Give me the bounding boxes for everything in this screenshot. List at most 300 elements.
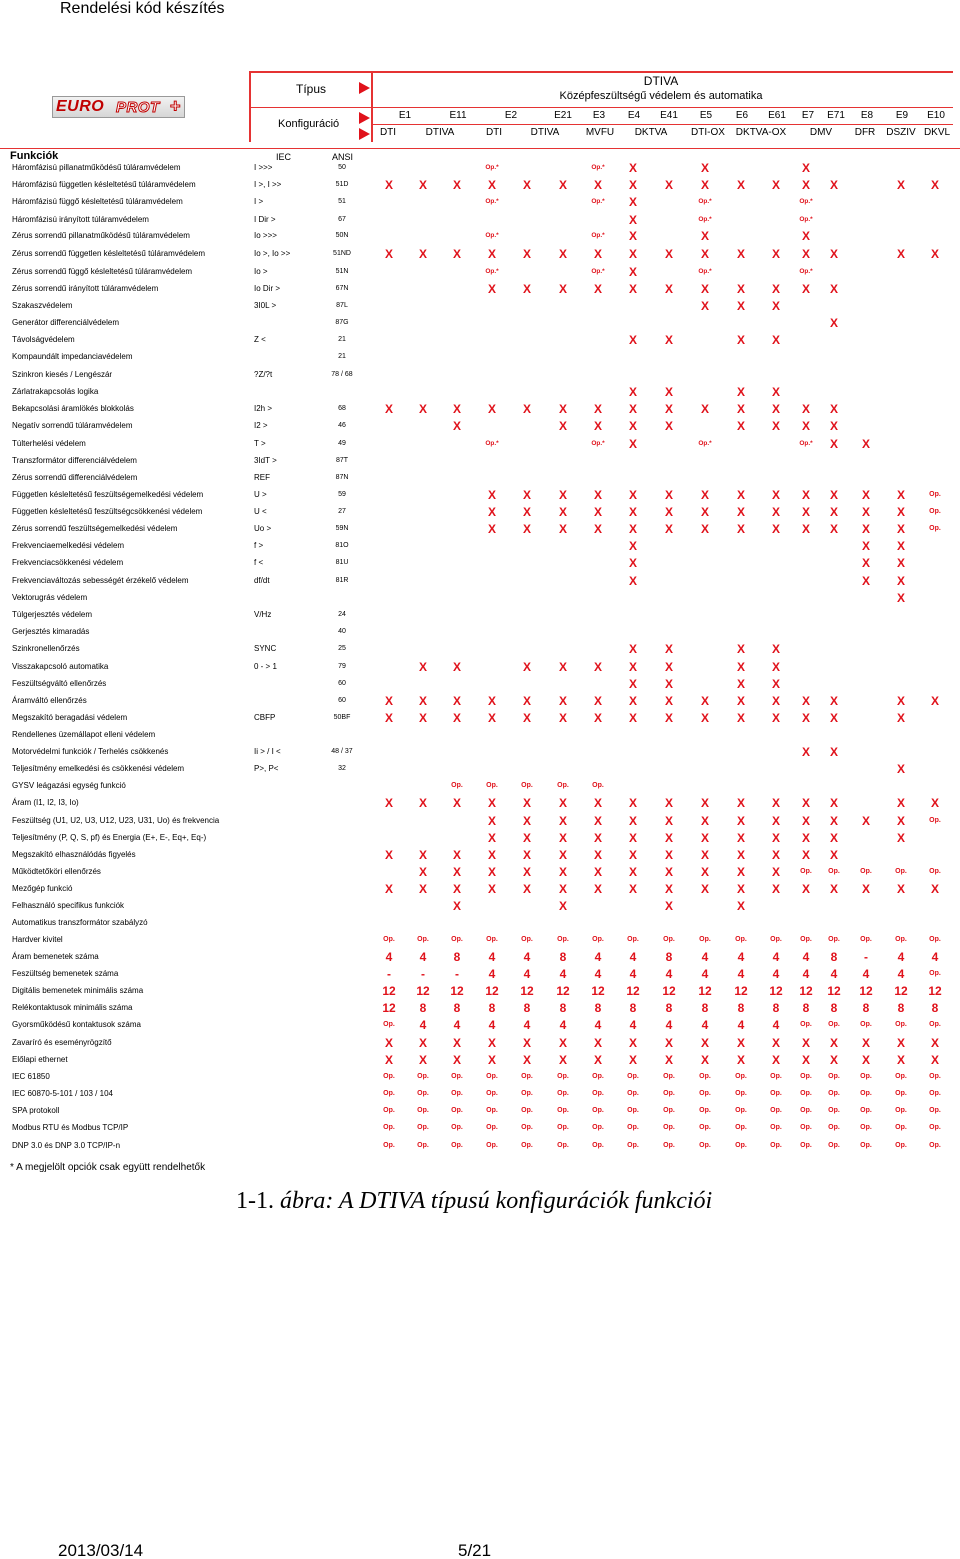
table-cell-value: X — [829, 505, 839, 519]
table-cell-value: X — [829, 882, 839, 896]
table-cell-value: X — [522, 796, 532, 810]
table-cell-value: 12 — [591, 984, 605, 998]
table-cell-value: X — [736, 1053, 746, 1067]
table-cell-value: Op.* — [591, 440, 605, 447]
ansi-code: 51D — [335, 181, 349, 188]
table-cell-value: X — [628, 419, 638, 433]
table-cell-value: Op. — [699, 1142, 711, 1149]
table-cell-value: 12 — [928, 984, 942, 998]
table-cell-value: X — [418, 882, 428, 896]
table-cell-value: X — [487, 505, 497, 519]
table-cell-value: X — [736, 677, 746, 691]
table-cell-value: X — [664, 831, 674, 845]
function-name: Feszültségváltó ellenőrzés — [12, 679, 107, 688]
table-cell-value: Op. — [486, 1124, 498, 1131]
table-cell-value: X — [418, 865, 428, 879]
function-name: Zérus sorrendű független késleltetésű túláramvédelem — [12, 249, 205, 258]
function-name: Zérus sorrendű függő késleltetésű túláramvédelem — [12, 267, 193, 276]
table-cell-value: 4 — [594, 967, 602, 981]
table-cell-value: X — [736, 522, 746, 536]
table-cell-value: X — [896, 1053, 906, 1067]
ansi-code: 59N — [335, 525, 349, 532]
table-cell-value: Op. — [627, 936, 639, 943]
table-cell-value: Op. — [895, 1124, 907, 1131]
table-cell-value: X — [628, 831, 638, 845]
table-cell-value: X — [829, 711, 839, 725]
ansi-code: 87T — [335, 457, 349, 464]
table-cell-value: Op. — [800, 1090, 812, 1097]
table-cell-value: X — [829, 522, 839, 536]
table-cell-value: X — [896, 694, 906, 708]
table-cell-value: 4 — [897, 950, 905, 964]
table-cell-value: 12 — [520, 984, 534, 998]
table-cell-value: X — [628, 796, 638, 810]
function-name: Digitális bemenetek minimális száma — [12, 986, 144, 995]
table-cell-value: Op. — [557, 936, 569, 943]
table-cell-value: X — [801, 178, 811, 192]
table-cell-value: 4 — [523, 967, 531, 981]
iec-code: I >>> — [254, 163, 273, 172]
table-cell-value: X — [664, 694, 674, 708]
table-cell-value: Op. — [663, 1090, 675, 1097]
table-cell-value: X — [522, 814, 532, 828]
table-cell-value: X — [700, 299, 710, 313]
table-cell-value: - — [455, 967, 459, 981]
triangle-marker-icon — [359, 82, 370, 94]
iec-code: f > — [254, 541, 264, 550]
table-cell-value: 8 — [453, 950, 461, 964]
table-cell-value: X — [736, 385, 746, 399]
ansi-code: 68 — [338, 405, 346, 412]
table-cell-value: X — [736, 402, 746, 416]
table-cell-value: 4 — [737, 967, 745, 981]
table-cell-value: Op. — [929, 970, 941, 977]
table-cell-value: Op. — [383, 1124, 395, 1131]
table-cell-value: X — [700, 814, 710, 828]
table-cell-value: X — [736, 694, 746, 708]
table-cell-value: Op. — [383, 1021, 395, 1028]
table-cell-value: Op. — [860, 936, 872, 943]
table-cell-value: X — [522, 247, 532, 261]
table-cell-value: Op. — [521, 936, 533, 943]
table-cell-value: X — [628, 161, 638, 175]
table-cell-value: 12 — [827, 984, 841, 998]
function-name: Feszültség (U1, U2, U3, U12, U23, U31, Uo) és frekvencia — [12, 816, 220, 825]
table-cell-value: X — [452, 882, 462, 896]
table-cell-value: 4 — [862, 967, 870, 981]
table-cell-value: X — [384, 1036, 394, 1050]
table-cell-value: Op. — [699, 1073, 711, 1080]
iec-code: f < — [254, 558, 264, 567]
variant-code: E21 — [554, 110, 572, 121]
table-cell-value: 12 — [894, 984, 908, 998]
ansi-code: 67N — [335, 285, 349, 292]
table-cell-value: Op. — [828, 1021, 840, 1028]
table-cell-value: X — [452, 848, 462, 862]
table-cell-value: X — [736, 882, 746, 896]
table-cell-value: X — [771, 660, 781, 674]
table-cell-value: X — [771, 282, 781, 296]
table-cell-value: X — [896, 831, 906, 845]
function-name: Bekapcsolási áramlökés blokkolás — [12, 404, 134, 413]
table-cell-value: X — [522, 848, 532, 862]
table-cell-value: 4 — [385, 950, 393, 964]
table-cell-value: Op.* — [799, 216, 813, 223]
variant-code: E11 — [449, 110, 467, 121]
table-cell-value: 4 — [629, 950, 637, 964]
table-cell-value: Op. — [929, 508, 941, 515]
table-cell-value: Op. — [521, 1124, 533, 1131]
table-cell-value: 8 — [419, 1001, 427, 1015]
table-cell-value: X — [522, 882, 532, 896]
table-cell-value: Op. — [770, 1090, 782, 1097]
function-name: Hardver kivitel — [12, 935, 63, 944]
table-cell-value: 8 — [523, 1001, 531, 1015]
table-cell-value: X — [418, 1053, 428, 1067]
table-cell-value: Op. — [770, 1124, 782, 1131]
table-cell-value: X — [487, 711, 497, 725]
table-cell-value: Op. — [800, 1021, 812, 1028]
ansi-code: 87G — [335, 319, 349, 326]
table-cell-value: X — [829, 1053, 839, 1067]
table-cell-value: X — [558, 882, 568, 896]
table-cell-value: Op.* — [698, 216, 712, 223]
table-cell-value: X — [664, 677, 674, 691]
table-cell-value: Op. — [770, 1142, 782, 1149]
table-cell-value: Op. — [929, 1124, 941, 1131]
table-cell-value: Op. — [735, 1124, 747, 1131]
table-cell-value: 4 — [523, 950, 531, 964]
table-cell-value: X — [700, 161, 710, 175]
table-cell-value: 4 — [772, 1018, 780, 1032]
table-cell-value: X — [664, 660, 674, 674]
table-cell-value: Op. — [770, 936, 782, 943]
table-cell-value: X — [736, 1036, 746, 1050]
table-cell-value: 8 — [830, 950, 838, 964]
table-cell-value: X — [487, 178, 497, 192]
table-cell-value: Op. — [417, 1073, 429, 1080]
table-cell-value: X — [700, 282, 710, 296]
table-cell-value: X — [930, 1036, 940, 1050]
table-cell-value: Op. — [383, 1142, 395, 1149]
header-tipus: Típus — [296, 82, 327, 96]
table-cell-value: X — [801, 419, 811, 433]
function-name: Zárlatrakapcsolás logika — [12, 387, 99, 396]
iec-code: ?Z/?t — [254, 370, 273, 379]
function-name: Áram bemenetek száma — [12, 952, 99, 961]
table-cell-value: 4 — [931, 950, 939, 964]
table-cell-value: X — [700, 522, 710, 536]
table-cell-value: Op. — [929, 817, 941, 824]
table-cell-value: X — [628, 814, 638, 828]
configuration-name: DKTVA-OX — [735, 127, 787, 138]
table-cell-value: X — [829, 419, 839, 433]
table-cell-value: Op. — [451, 782, 463, 789]
table-cell-value: Op. — [929, 1021, 941, 1028]
ansi-code: 51ND — [333, 250, 351, 257]
ansi-code: 59 — [338, 491, 346, 498]
table-cell-value: X — [558, 660, 568, 674]
table-cell-value: Op. — [929, 868, 941, 875]
table-cell-value: Op. — [486, 1142, 498, 1149]
ansi-code: 79 — [338, 663, 346, 670]
table-cell-value: Op.* — [799, 440, 813, 447]
table-cell-value: X — [664, 385, 674, 399]
table-cell-value: X — [801, 882, 811, 896]
table-cell-value: X — [664, 865, 674, 879]
table-cell-value: X — [771, 677, 781, 691]
table-cell-value: X — [801, 402, 811, 416]
function-name: Frekvenciaváltozás sebességét érzékelő védelem — [12, 576, 189, 585]
table-cell-value: X — [896, 556, 906, 570]
ansi-code: 87L — [336, 302, 348, 309]
table-cell-value: X — [664, 402, 674, 416]
table-cell-value: Op. — [486, 1090, 498, 1097]
table-cell-value: 4 — [701, 950, 709, 964]
table-cell-value: 4 — [802, 950, 810, 964]
table-cell-value: X — [736, 899, 746, 913]
table-cell-value: Op. — [895, 936, 907, 943]
table-cell-value: X — [736, 247, 746, 261]
table-cell-value: 8 — [488, 1001, 496, 1015]
table-cell-value: X — [736, 660, 746, 674]
function-name: Vektorugrás védelem — [12, 593, 88, 602]
table-cell-value: X — [700, 1036, 710, 1050]
function-name: Háromfázisú irányított túláramvédelem — [12, 215, 149, 224]
table-cell-value: Op. — [828, 1124, 840, 1131]
table-cell-value: X — [736, 488, 746, 502]
table-cell-value: X — [558, 711, 568, 725]
table-cell-value: X — [896, 796, 906, 810]
table-cell-value: X — [628, 282, 638, 296]
table-cell-value: X — [930, 796, 940, 810]
table-cell-value: X — [801, 694, 811, 708]
table-cell-value: Op.* — [698, 198, 712, 205]
table-cell-value: X — [829, 831, 839, 845]
configuration-name: DMV — [809, 127, 833, 138]
table-cell-value: Op. — [929, 491, 941, 498]
table-cell-value: X — [700, 865, 710, 879]
table-cell-value: Op. — [592, 1107, 604, 1114]
table-cell-value: X — [452, 1053, 462, 1067]
table-cell-value: Op. — [627, 1090, 639, 1097]
table-cell-value: X — [593, 711, 603, 725]
ansi-code: 27 — [338, 508, 346, 515]
variant-code: E8 — [860, 110, 874, 121]
table-cell-value: X — [801, 247, 811, 261]
table-cell-value: Op. — [770, 1107, 782, 1114]
table-cell-value: Op. — [486, 1073, 498, 1080]
function-name: Feszültség bemenetek száma — [12, 969, 119, 978]
table-cell-value: X — [487, 848, 497, 862]
table-cell-value: Op. — [557, 1090, 569, 1097]
table-cell-value: X — [736, 282, 746, 296]
table-cell-value: Op. — [895, 1073, 907, 1080]
function-name: Szakaszvédelem — [12, 301, 73, 310]
table-cell-value: X — [418, 848, 428, 862]
table-cell-value: Op. — [828, 1107, 840, 1114]
ansi-code: 40 — [338, 628, 346, 635]
table-cell-value: Op. — [800, 936, 812, 943]
table-cell-value: X — [861, 522, 871, 536]
table-cell-value: X — [558, 488, 568, 502]
table-cell-value: X — [896, 1036, 906, 1050]
table-cell-value: X — [861, 1036, 871, 1050]
table-cell-value: X — [664, 505, 674, 519]
table-cell-value: X — [628, 694, 638, 708]
table-cell-value: 4 — [897, 967, 905, 981]
table-cell-value: X — [700, 229, 710, 243]
function-name: Áramváltó ellenőrzés — [12, 696, 87, 705]
function-name: Gyorsműködésű kontaktusok száma — [12, 1020, 141, 1029]
ansi-code: 81R — [335, 577, 349, 584]
table-cell-value: X — [829, 694, 839, 708]
table-cell-value: X — [593, 522, 603, 536]
table-cell-value: X — [522, 522, 532, 536]
table-cell-value: Op. — [929, 1142, 941, 1149]
table-cell-value: X — [736, 299, 746, 313]
table-cell-value: 4 — [559, 1018, 567, 1032]
table-cell-value: X — [487, 1053, 497, 1067]
table-cell-value: X — [896, 711, 906, 725]
table-cell-value: X — [487, 865, 497, 879]
table-cell-value: X — [628, 178, 638, 192]
table-cell-value: 8 — [862, 1001, 870, 1015]
table-cell-value: X — [664, 882, 674, 896]
table-cell-value: X — [384, 848, 394, 862]
table-cell-value: 4 — [737, 950, 745, 964]
iec-code: Ii > / I < — [254, 747, 281, 756]
ansi-code: 24 — [338, 611, 346, 618]
ansi-code: 46 — [338, 422, 346, 429]
footnote: * A megjelölt opciók csak együtt rendelhetők — [10, 1162, 206, 1173]
iec-code: SYNC — [254, 644, 277, 653]
table-cell-value: X — [558, 522, 568, 536]
table-cell-value: X — [593, 796, 603, 810]
ansi-code: 32 — [338, 765, 346, 772]
table-cell-value: X — [861, 882, 871, 896]
table-cell-value: X — [829, 1036, 839, 1050]
table-cell-value: X — [593, 505, 603, 519]
table-cell-value: X — [593, 1053, 603, 1067]
table-cell-value: X — [487, 814, 497, 828]
table-cell-value: 4 — [453, 1018, 461, 1032]
table-cell-value: Op. — [929, 936, 941, 943]
table-cell-value: X — [664, 522, 674, 536]
table-cell-value: X — [558, 694, 568, 708]
table-cell-value: X — [896, 591, 906, 605]
configuration-name: DTI-OX — [691, 127, 725, 138]
figure-caption — [236, 1188, 712, 1215]
table-cell-value: Op. — [627, 1142, 639, 1149]
table-cell-value: Op.* — [485, 440, 499, 447]
table-cell-value: 8 — [665, 1001, 673, 1015]
table-cell-value: X — [384, 402, 394, 416]
triangle-marker-icon — [359, 128, 370, 140]
table-cell-value: X — [452, 865, 462, 879]
header-ansi: ANSI — [332, 152, 354, 162]
caption-number: 1-1. — [236, 1188, 280, 1214]
table-cell-value: X — [829, 437, 839, 451]
table-cell-value: 12 — [382, 1001, 396, 1015]
table-cell-value: Op. — [627, 1107, 639, 1114]
table-cell-value: Op. — [895, 1021, 907, 1028]
table-cell-value: 4 — [701, 967, 709, 981]
table-cell-value: Op. — [592, 1124, 604, 1131]
function-name: Szinkronellenőrzés — [12, 644, 80, 653]
table-cell-value: 8 — [772, 1001, 780, 1015]
table-cell-value: Op. — [895, 1142, 907, 1149]
table-cell-value: X — [801, 831, 811, 845]
table-cell-value: X — [452, 694, 462, 708]
table-cell-value: X — [736, 642, 746, 656]
table-cell-value: Op. — [735, 1090, 747, 1097]
table-cell-value: X — [861, 437, 871, 451]
function-name: Teljesítmény emelkedési és csökkenési védelem — [12, 764, 185, 773]
table-cell-value: 12 — [769, 984, 783, 998]
table-cell-value: X — [418, 694, 428, 708]
table-cell-value: 8 — [701, 1001, 709, 1015]
function-name: Háromfázisú függő késleltetésű túláramvédelem — [12, 197, 183, 206]
table-cell-value: Op. — [417, 936, 429, 943]
table-cell-value: X — [593, 865, 603, 879]
table-cell-value: X — [593, 282, 603, 296]
table-cell-value: 4 — [488, 967, 496, 981]
table-cell-value: X — [861, 1053, 871, 1067]
function-name: Motorvédelmi funkciók / Terhelés csökkenés — [12, 747, 169, 756]
function-name: Megszakító beragadási védelem — [12, 713, 128, 722]
table-cell-value: X — [628, 1053, 638, 1067]
function-name: Rendellenes üzemállapot elleni védelem — [12, 730, 156, 739]
table-cell-value: Op. — [627, 1073, 639, 1080]
header-subtitle: Középfeszültségű védelem és automatika — [559, 90, 763, 102]
function-name: Független késleltetésű feszültségemelkedési védelem — [12, 490, 204, 499]
table-cell-value: Op. — [663, 1142, 675, 1149]
table-cell-value: X — [700, 711, 710, 725]
table-cell-value: 4 — [488, 950, 496, 964]
table-cell-value: Op. — [860, 1090, 872, 1097]
table-cell-value: X — [771, 711, 781, 725]
table-cell-value: X — [522, 282, 532, 296]
table-cell-value: X — [558, 247, 568, 261]
table-cell-value: X — [593, 247, 603, 261]
table-cell-value: X — [628, 865, 638, 879]
header-konfiguracio: Konfiguráció — [278, 118, 340, 130]
table-cell-value: Op. — [451, 1124, 463, 1131]
table-cell-value: Op.* — [799, 198, 813, 205]
table-cell-value: X — [628, 556, 638, 570]
variant-code: E9 — [895, 110, 909, 121]
table-cell-value: 12 — [416, 984, 430, 998]
function-name: SPA protokoll — [12, 1106, 60, 1115]
table-cell-value: X — [452, 1036, 462, 1050]
header-funkciok: Funkciók — [10, 150, 59, 162]
table-cell-value: 12 — [382, 984, 396, 998]
iec-code: I Dir > — [254, 215, 276, 224]
table-cell-value: 4 — [523, 1018, 531, 1032]
table-cell-value: X — [593, 1036, 603, 1050]
table-cell-value: X — [664, 282, 674, 296]
ansi-code: 21 — [338, 353, 346, 360]
table-cell-value: 4 — [629, 1018, 637, 1032]
table-cell-value: Op. — [699, 1107, 711, 1114]
table-cell-value: Op.* — [698, 440, 712, 447]
table-cell-value: 12 — [859, 984, 873, 998]
iec-code: 3IdT > — [254, 456, 277, 465]
table-cell-value: X — [829, 814, 839, 828]
table-cell-value: 12 — [734, 984, 748, 998]
table-cell-value: X — [628, 213, 638, 227]
